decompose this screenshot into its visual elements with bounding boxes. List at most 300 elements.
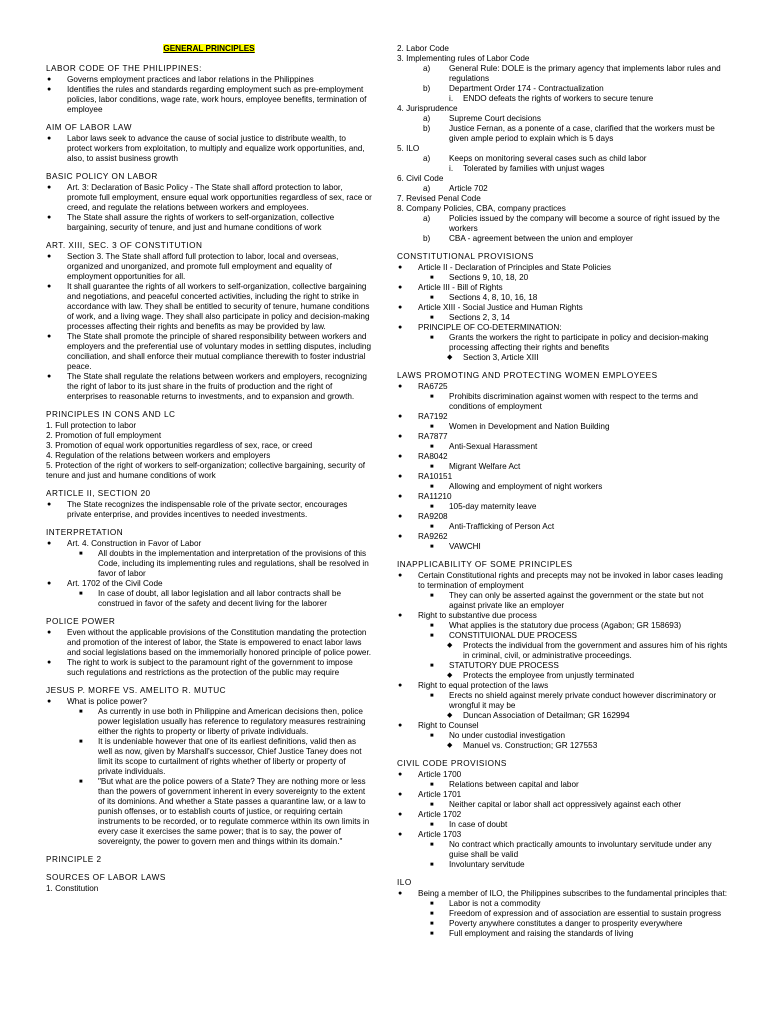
section-heading: LABOR CODE OF THE PHILIPPINES: <box>46 64 202 73</box>
bullet-icon: ● <box>398 324 403 331</box>
list-item-text: Labor is not a commodity <box>449 899 541 908</box>
square-bullet-icon: ■ <box>430 782 434 788</box>
list-item-text: Justice Fernan, as a ponente of a case, clarified that the workers must be given ample period to explain which is 5 days <box>449 124 715 143</box>
section <box>397 252 729 363</box>
list-item-text: 1. Full protection to labor <box>46 421 137 430</box>
list-item <box>46 213 372 233</box>
bullet-icon: ● <box>47 333 52 340</box>
list-item-text: Protects the employee from unjustly terminated <box>463 671 635 680</box>
list-item-text: RA6725 <box>418 382 448 391</box>
list-item-text: 4. Regulation of the relations between workers and employers <box>46 451 271 460</box>
list-item <box>397 263 729 273</box>
list-item <box>397 204 729 214</box>
list-item <box>397 422 729 432</box>
square-bullet-icon: ■ <box>430 802 434 808</box>
list-item-text: Article 1701 <box>418 790 462 799</box>
list-item <box>397 631 729 641</box>
list-item-text: As currently in use both in Philippine and American decisions then, police power legislation usually has reference to regulatory measures restraining either the rights to property or liberty of private individuals. <box>98 707 366 736</box>
list-marker: a) <box>423 184 431 193</box>
list-item-text: Department Order 174 - Contractualization <box>449 84 604 93</box>
list-item-text: Article 1702 <box>418 810 462 819</box>
square-bullet-icon: ■ <box>430 842 434 848</box>
bullet-icon: ● <box>47 86 52 93</box>
list-item <box>397 144 729 154</box>
bullet-icon: ● <box>47 184 52 191</box>
square-bullet-icon: ■ <box>430 464 434 470</box>
section <box>46 241 372 402</box>
bullet-icon: ● <box>47 580 52 587</box>
list-item-text: Sections 4, 8, 10, 16, 18 <box>449 293 538 302</box>
section-heading: INTERPRETATION <box>46 528 124 537</box>
left-column <box>46 44 372 902</box>
section <box>397 878 729 939</box>
list-item-text: RA7192 <box>418 412 448 421</box>
list-item-text: Policies issued by the company will become a source of right issued by the workers <box>449 214 720 233</box>
list-item-text: In case of doubt, all labor legislation and all labor contracts shall be construed in favor of the safety and decent living for the laborer <box>98 589 342 608</box>
list-item-text: Prohibits discrimination against women with respect to the terms and conditions of employment <box>449 392 698 411</box>
list-item-text: 5. ILO <box>397 144 420 153</box>
list-item-text: Being a member of ILO, the Philippines subscribes to the fundamental principles that: <box>418 889 728 898</box>
square-bullet-icon: ■ <box>430 315 434 321</box>
section-heading: ART. XIII, SEC. 3 OF CONSTITUTION <box>46 241 203 250</box>
list-item <box>46 431 372 441</box>
list-item-text: 5. Protection of the right of workers to self-organization; collective bargaining, security of tenure and just and humane conditions of work <box>46 461 366 480</box>
square-bullet-icon: ■ <box>430 593 434 599</box>
list-marker: i. <box>449 94 454 103</box>
section-heading: CIVIL CODE PROVISIONS <box>397 759 507 768</box>
list-item-text: Neither capital or labor shall act oppressively against each other <box>449 800 682 809</box>
list-item-text: Poverty anywhere constitutes a danger to prosperity everywhere <box>449 919 683 928</box>
section-heading: ARTICLE II, SECTION 20 <box>46 489 151 498</box>
list-item-text: RA9208 <box>418 512 448 521</box>
section <box>46 617 372 678</box>
list-item <box>46 549 372 579</box>
list-item <box>397 124 729 144</box>
section-heading: SOURCES OF LABOR LAWS <box>46 873 166 882</box>
section-heading: LAWS PROMOTING AND PROTECTING WOMEN EMPLOYEES <box>397 371 658 380</box>
list-item-text: Art. 3: Declaration of Basic Policy - The State shall afford protection to labor, promote full employment, ensure equal work opportunities regardless of sex, race or creed, and regulate the relations between workers and employees. <box>67 183 372 212</box>
square-bullet-icon: ■ <box>79 779 83 785</box>
list-item <box>397 929 729 939</box>
list-item <box>397 303 729 313</box>
bullet-icon: ● <box>398 722 403 729</box>
list-item-text: Anti-Trafficking of Person Act <box>449 522 555 531</box>
list-item-text: Sections 9, 10, 18, 20 <box>449 273 529 282</box>
list-item <box>46 658 372 678</box>
list-item-text: RA11210 <box>418 492 452 501</box>
list-item <box>397 641 729 661</box>
bullet-icon: ● <box>398 791 403 798</box>
list-item <box>397 452 729 462</box>
list-item-text: They can only be asserted against the government or the state but not against private like an employer <box>449 591 704 610</box>
list-item <box>397 909 729 919</box>
list-item <box>46 461 372 481</box>
list-marker: b) <box>423 124 431 133</box>
square-bullet-icon: ■ <box>430 633 434 639</box>
list-item <box>397 522 729 532</box>
list-item-text: Article XIII - Social Justice and Human Rights <box>418 303 583 312</box>
section <box>397 371 729 552</box>
list-item-text: 6. Civil Code <box>397 174 444 183</box>
section <box>46 873 372 894</box>
list-item-text: Involuntary servitude <box>449 860 525 869</box>
list-item-text: 8. Company Policies, CBA, company practices <box>397 204 566 213</box>
bullet-icon: ● <box>398 284 403 291</box>
list-item <box>46 282 372 332</box>
list-item <box>397 681 729 691</box>
list-item-text: Tolerated by families with unjust wages <box>463 164 605 173</box>
list-item <box>46 697 372 707</box>
list-item-text: Full employment and raising the standards of living <box>449 929 634 938</box>
bullet-icon: ● <box>398 831 403 838</box>
list-item-text: CONSTITUIONAL DUE PROCESS <box>449 631 577 640</box>
bullet-icon: ● <box>398 264 403 271</box>
list-item <box>397 611 729 621</box>
list-item <box>397 721 729 731</box>
list-item-text: Article 702 <box>449 184 488 193</box>
list-item <box>397 194 729 204</box>
list-item <box>397 571 729 591</box>
square-bullet-icon: ■ <box>430 663 434 669</box>
list-item-text: It is undeniable however that one of its earliest definitions, valid then as well as now, given by Marshall's successor, Chief Justice Taney does not limit its scope to curtailment of rights whether of liberty or property of private individuals. <box>98 737 362 776</box>
list-item <box>397 800 729 810</box>
list-item-text: 7. Revised Penal Code <box>397 194 481 203</box>
list-item-text: No contract which practically amounts to involuntary servitude under any guise shall be valid <box>449 840 712 859</box>
list-item <box>397 790 729 800</box>
list-item <box>397 621 729 631</box>
list-item-text: The State shall assure the rights of workers to self-organization, collective bargaining, security of tenure, and just and humane conditions of work <box>67 213 335 232</box>
list-item-text: Keeps on monitoring several cases such as child labor <box>449 154 647 163</box>
list-item <box>397 392 729 412</box>
list-item <box>397 591 729 611</box>
square-bullet-icon: ■ <box>430 931 434 937</box>
list-item <box>397 442 729 452</box>
list-item <box>397 412 729 422</box>
bullet-icon: ● <box>398 513 403 520</box>
list-item <box>397 502 729 512</box>
square-bullet-icon: ■ <box>79 551 83 557</box>
list-item <box>397 382 729 392</box>
square-bullet-icon: ■ <box>430 424 434 430</box>
square-bullet-icon: ■ <box>430 623 434 629</box>
list-item-text: The State recognizes the indispensable role of the private sector, encourages private enterprise, and provides incentives to needed investments. <box>67 500 348 519</box>
square-bullet-icon: ■ <box>79 709 83 715</box>
bullet-icon: ● <box>47 214 52 221</box>
bullet-icon: ● <box>47 698 52 705</box>
list-item-text: "But what are the police powers of a State? They are nothing more or less than the powers of government inherent in every sovereignty to the extent of its dominions. And whether a State passes a quarantine law, or a law to punish offenses, or to establish courts of justice, or requiring certain instruments to be recorded, or to regulate commerce within its own limits in every case it exercises the same power; that is to say, the power of sovereignty, the power to govern men and things within its domain." <box>98 777 370 846</box>
diamond-bullet-icon: ◆ <box>447 642 453 649</box>
list-item <box>46 332 372 372</box>
list-item-text: All doubts in the implementation and interpretation of the provisions of this Code, including its implementing rules and regulations, shall be resolved in favor of labor <box>98 549 369 578</box>
section-heading: BASIC POLICY ON LABOR <box>46 172 158 181</box>
list-item <box>397 820 729 830</box>
list-item <box>397 44 729 54</box>
list-item-text: Duncan Association of Detailman; GR 162994 <box>463 711 630 720</box>
section <box>46 489 372 520</box>
list-item <box>397 919 729 929</box>
bullet-icon: ● <box>398 811 403 818</box>
list-item-text: Right to substantive due process <box>418 611 537 620</box>
list-item <box>397 54 729 64</box>
list-item <box>397 214 729 234</box>
list-marker: i. <box>449 164 454 173</box>
list-item-text: Governs employment practices and labor relations in the Philippines <box>67 75 314 84</box>
section <box>397 759 729 870</box>
square-bullet-icon: ■ <box>79 739 83 745</box>
page-title: GENERAL PRINCIPLES <box>163 44 255 53</box>
list-item <box>397 353 729 363</box>
list-item-text: Certain Constitutional rights and precepts may not be invoked in labor cases leading to termination of employment <box>418 571 723 590</box>
bullet-icon: ● <box>398 413 403 420</box>
list-item <box>397 711 729 721</box>
list-item-text: 105-day maternity leave <box>449 502 537 511</box>
diamond-bullet-icon: ◆ <box>447 672 453 679</box>
list-item <box>397 780 729 790</box>
section <box>46 528 372 609</box>
list-item-text: Right to equal protection of the laws <box>418 681 549 690</box>
list-item-text: 2. Promotion of full employment <box>46 431 162 440</box>
list-item <box>46 539 372 549</box>
list-item <box>397 542 729 552</box>
list-item <box>397 432 729 442</box>
bullet-icon: ● <box>398 493 403 500</box>
list-item-text: ENDO defeats the rights of workers to secure tenure <box>463 94 654 103</box>
list-item-text: Allowing and employment of night workers <box>449 482 603 491</box>
list-item <box>46 85 372 115</box>
bullet-icon: ● <box>398 890 403 897</box>
list-item-text: Supreme Court decisions <box>449 114 541 123</box>
list-item-text: STATUTORY DUE PROCESS <box>449 661 559 670</box>
list-item-text: Relations between capital and labor <box>449 780 579 789</box>
bullet-icon: ● <box>398 771 403 778</box>
list-item <box>46 884 372 894</box>
list-item <box>397 810 729 820</box>
list-item-text: 4. Jurisprudence <box>397 104 458 113</box>
list-item <box>46 777 372 847</box>
square-bullet-icon: ■ <box>430 921 434 927</box>
list-item-text: Section 3. The State shall afford full protection to labor, local and overseas, organized and unorganized, and promote full employment and equality of employment opportunities for all. <box>67 252 339 281</box>
list-item-text: PRINCIPLE OF CO-DETERMINATION: <box>418 323 562 332</box>
square-bullet-icon: ■ <box>430 394 434 400</box>
list-item-text: VAWCHI <box>449 542 481 551</box>
bullet-icon: ● <box>398 453 403 460</box>
square-bullet-icon: ■ <box>430 504 434 510</box>
list-item <box>397 283 729 293</box>
list-item-text: 3. Implementing rules of Labor Code <box>397 54 530 63</box>
section-heading: PRINCIPLES IN CONS AND LC <box>46 410 176 419</box>
section <box>46 686 372 847</box>
bullet-icon: ● <box>47 76 52 83</box>
list-item-text: RA10151 <box>418 472 453 481</box>
list-item <box>397 889 729 899</box>
bullet-icon: ● <box>47 501 52 508</box>
square-bullet-icon: ■ <box>430 693 434 699</box>
list-item <box>397 94 729 104</box>
right-column <box>397 44 729 947</box>
list-item <box>397 899 729 909</box>
bullet-icon: ● <box>47 283 52 290</box>
list-item <box>397 860 729 870</box>
list-item-text: The State shall promote the principle of shared responsibility between workers and employers and the preferential use of voluntary modes in settling disputes, including conciliation, and shall enforce their mutual compliance therewith to foster industrial peace. <box>67 332 372 371</box>
list-item <box>397 64 729 84</box>
bullet-icon: ● <box>47 540 52 547</box>
list-item-text: Protects the individual from the government and assures him of his rights in criminal, civil, or administrative proceedings. <box>463 641 728 660</box>
list-item <box>397 184 729 194</box>
section-heading: INAPPLICABILITY OF SOME PRINCIPLES <box>397 560 573 569</box>
list-item <box>397 770 729 780</box>
bullet-icon: ● <box>47 659 52 666</box>
section-heading: ILO <box>397 878 412 887</box>
bullet-icon: ● <box>398 433 403 440</box>
square-bullet-icon: ■ <box>430 275 434 281</box>
section <box>46 855 372 865</box>
list-item <box>46 451 372 461</box>
diamond-bullet-icon: ◆ <box>447 712 453 719</box>
list-item-text: Section 3, Article XIII <box>463 353 539 362</box>
section <box>46 64 372 115</box>
list-item-text: Article II - Declaration of Principles and State Policies <box>418 263 611 272</box>
list-item-text: Manuel vs. Construction; GR 127553 <box>463 741 598 750</box>
list-item <box>46 737 372 777</box>
list-item <box>397 174 729 184</box>
square-bullet-icon: ■ <box>430 484 434 490</box>
list-marker: a) <box>423 214 431 223</box>
list-item <box>46 579 372 589</box>
bullet-icon: ● <box>47 373 52 380</box>
square-bullet-icon: ■ <box>430 335 434 341</box>
list-item <box>397 293 729 303</box>
bullet-icon: ● <box>398 572 403 579</box>
list-item-text: RA9262 <box>418 532 448 541</box>
list-item <box>397 741 729 751</box>
list-item-text: In case of doubt <box>449 820 508 829</box>
square-bullet-icon: ■ <box>430 822 434 828</box>
square-bullet-icon: ■ <box>79 591 83 597</box>
list-item-text: What applies is the statutory due process (Agabon; GR 158693) <box>449 621 682 630</box>
list-item <box>397 512 729 522</box>
list-item-text: Grants the workers the right to participate in policy and decision-making processing affecting their rights and benefits <box>449 333 709 352</box>
bullet-icon: ● <box>398 533 403 540</box>
section-heading: POLICE POWER <box>46 617 116 626</box>
list-item <box>397 273 729 283</box>
list-item-text: The State shall regulate the relations between workers and employers, recognizing the right of labor to its just share in the fruits of production and the right of enterprises to reasonable returns to investments, and to expansion and growth. <box>67 372 367 401</box>
bullet-icon: ● <box>398 612 403 619</box>
list-item-text: Art. 4. Construction in Favor of Labor <box>67 539 202 548</box>
list-item <box>397 333 729 353</box>
list-item-text: No under custodial investigation <box>449 731 566 740</box>
section <box>397 44 729 244</box>
list-marker: a) <box>423 154 431 163</box>
list-item <box>397 462 729 472</box>
section <box>397 560 729 751</box>
list-item-text: Article III - Bill of Rights <box>418 283 503 292</box>
list-item <box>46 252 372 282</box>
list-item <box>46 372 372 402</box>
square-bullet-icon: ■ <box>430 295 434 301</box>
list-item-text: The right to work is subject to the paramount right of the government to impose such regulations and restrictions as the protection of the public may require <box>67 658 353 677</box>
list-item-text: Article 1700 <box>418 770 462 779</box>
bullet-icon: ● <box>47 135 52 142</box>
list-item-text: CBA - agreement between the union and employer <box>449 234 633 243</box>
list-item-text: General Rule: DOLE is the primary agency that implements labor rules and regulations <box>449 64 721 83</box>
list-item-text: Migrant Welfare Act <box>449 462 521 471</box>
square-bullet-icon: ■ <box>430 911 434 917</box>
list-item <box>397 323 729 333</box>
bullet-icon: ● <box>398 304 403 311</box>
list-item <box>397 671 729 681</box>
list-item <box>46 628 372 658</box>
list-item <box>397 84 729 94</box>
list-item-text: RA7877 <box>418 432 448 441</box>
bullet-icon: ● <box>398 473 403 480</box>
list-item-text: Sections 2, 3, 14 <box>449 313 510 322</box>
square-bullet-icon: ■ <box>430 544 434 550</box>
section <box>46 123 372 164</box>
list-item <box>46 500 372 520</box>
list-item <box>397 731 729 741</box>
list-item <box>397 154 729 164</box>
list-item-text: Erects no shield against merely private conduct however discriminatory or wrongful it may be <box>449 691 717 710</box>
section-heading: JESUS P. MORFE VS. AMELITO R. MUTUC <box>46 686 227 695</box>
list-item <box>46 183 372 213</box>
list-item-text: Art. 1702 of the Civil Code <box>67 579 163 588</box>
list-item <box>397 482 729 492</box>
list-item <box>397 164 729 174</box>
list-item-text: Freedom of expression and of association are essential to sustain progress <box>449 909 722 918</box>
list-item-text: Article 1703 <box>418 830 462 839</box>
list-item-text: 1. Constitution <box>46 884 99 893</box>
section-heading: AIM OF LABOR LAW <box>46 123 132 132</box>
list-item-text: Right to Counsel <box>418 721 479 730</box>
list-item <box>397 313 729 323</box>
square-bullet-icon: ■ <box>430 524 434 530</box>
list-marker: a) <box>423 114 431 123</box>
list-item <box>46 421 372 431</box>
list-marker: a) <box>423 64 431 73</box>
list-item <box>46 441 372 451</box>
list-item <box>397 114 729 124</box>
list-item-text: Even without the applicable provisions of the Constitution mandating the protection and promotion of the interest of labor, the State is empowered to enact labor laws and social legislations based on the immemorially honored principle of police power. <box>67 628 372 657</box>
list-item <box>397 492 729 502</box>
list-marker: b) <box>423 84 431 93</box>
list-item <box>397 234 729 244</box>
diamond-bullet-icon: ◆ <box>447 742 453 749</box>
list-item <box>397 104 729 114</box>
section-heading: PRINCIPLE 2 <box>46 855 102 864</box>
square-bullet-icon: ■ <box>430 901 434 907</box>
bullet-icon: ● <box>47 253 52 260</box>
list-item-text: Anti-Sexual Harassment <box>449 442 538 451</box>
section <box>46 410 372 481</box>
list-item-text: Labor laws seek to advance the cause of social justice to distribute wealth, to protect workers from exploitation, to multiply and equalize work opportunities, and, also, to assist business growth <box>67 134 365 163</box>
list-item <box>397 661 729 671</box>
section <box>46 172 372 233</box>
list-item-text: RA8042 <box>418 452 448 461</box>
section-heading: CONSTITUTIONAL PROVISIONS <box>397 252 534 261</box>
list-item <box>397 830 729 840</box>
list-item-text: It shall guarantee the rights of all workers to self-organization, collective bargaining and negotiations, and peaceful concerted activities, including the right to strike in accordance with law. They shall be entitled to security of tenure, humane conditions of work, and a living wage. They shall also participate in policy and decision-making processes affecting their rights and benefits as may be provided by law. <box>67 282 370 331</box>
list-item-text: Women in Development and Nation Building <box>449 422 610 431</box>
list-item-text: Identifies the rules and standards regarding employment such as pre-employment policies, labor conditions, wage rate, work hours, employee benefits, termination of employee <box>67 85 367 114</box>
square-bullet-icon: ■ <box>430 444 434 450</box>
list-item <box>397 472 729 482</box>
square-bullet-icon: ■ <box>430 862 434 868</box>
list-marker: b) <box>423 234 431 243</box>
list-item <box>46 589 372 609</box>
list-item-text: What is police power? <box>67 697 148 706</box>
list-item <box>46 75 372 85</box>
bullet-icon: ● <box>398 682 403 689</box>
